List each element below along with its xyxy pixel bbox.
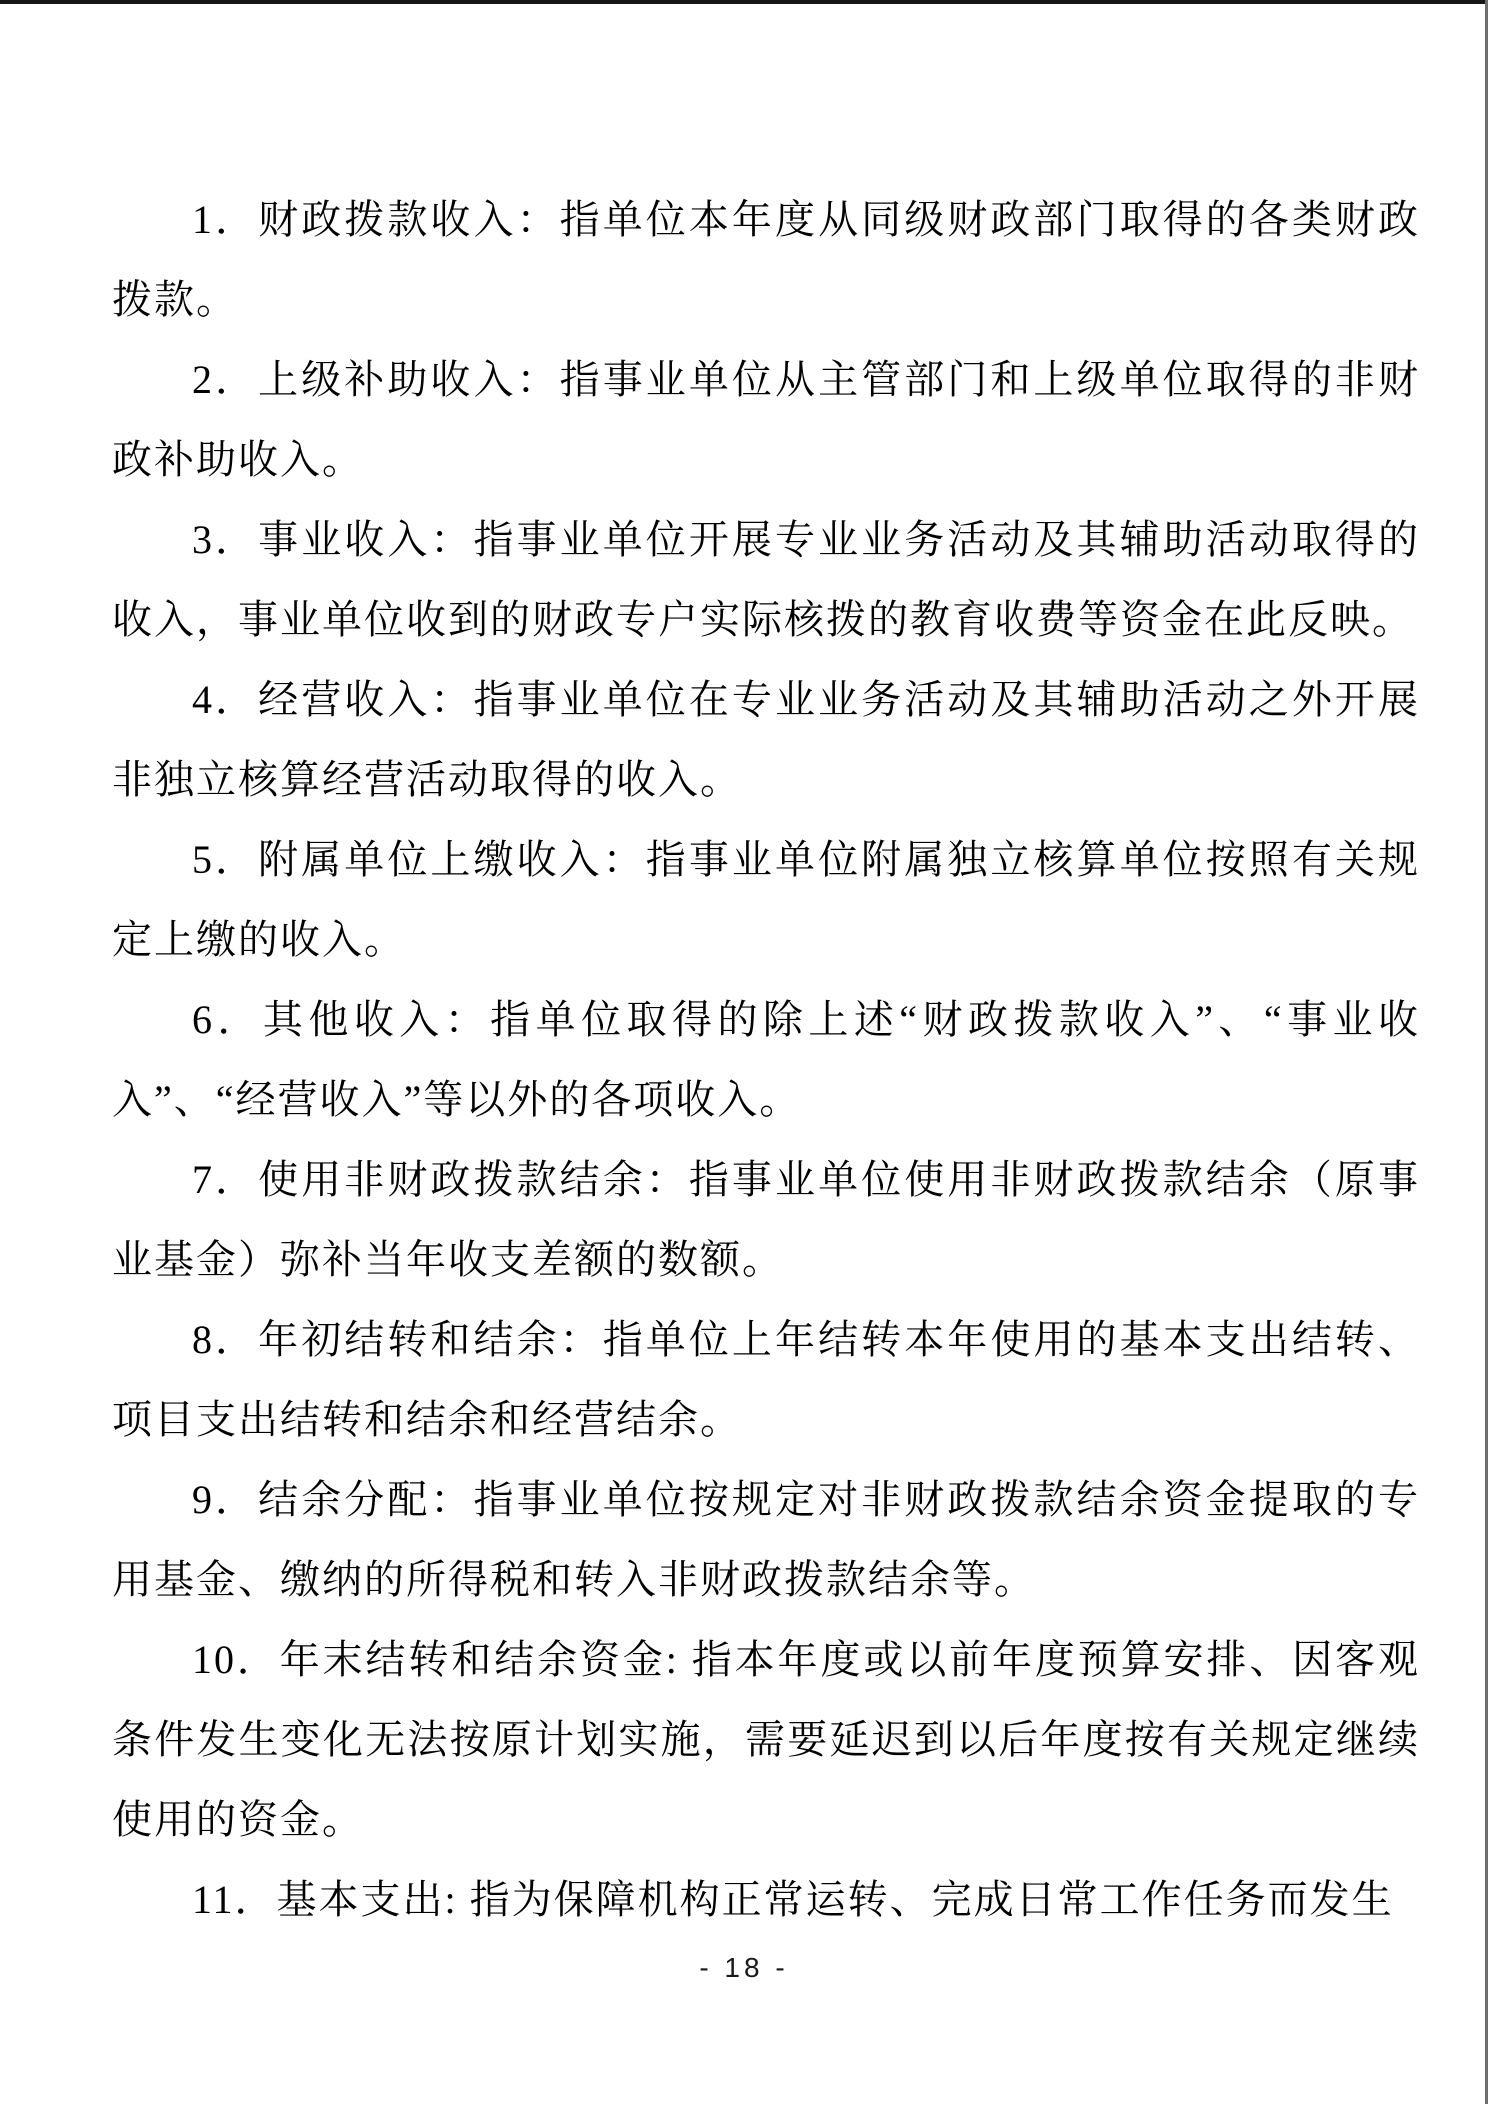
definition-paragraph-9: 9．结余分配：指事业单位按规定对非财政拨款结余资金提取的专用基金、缴纳的所得税和转入非财政拨款结余等。 bbox=[112, 1477, 1420, 1602]
page-number: - 18 - bbox=[699, 1952, 789, 1983]
scan-top-edge-line bbox=[0, 0, 1488, 4]
definition-paragraph-5: 5．附属单位上缴收入：指事业单位附属独立核算单位按照有关规定上缴的收入。 bbox=[112, 837, 1420, 962]
document-page-body bbox=[112, 180, 1420, 1940]
definition-paragraph-11: 11．基本支出: 指为保障机构正常运转、完成日常工作任务而发生 bbox=[192, 1877, 1394, 1922]
definition-paragraph-6: 6．其他收入：指单位取得的除上述“财政拨款收入”、“事业收入”、“经营收入”等以外的各项收入。 bbox=[112, 997, 1420, 1122]
definition-paragraph-4: 4．经营收入：指事业单位在专业业务活动及其辅助活动之外开展非独立核算经营活动取得的收入。 bbox=[112, 677, 1420, 802]
definition-paragraph-3: 3．事业收入：指事业单位开展专业业务活动及其辅助活动取得的收入，事业单位收到的财政专户实际核拨的教育收费等资金在此反映。 bbox=[112, 517, 1420, 642]
definition-paragraph-8: 8．年初结转和结余：指单位上年结转本年使用的基本支出结转、项目支出结转和结余和经营结余。 bbox=[112, 1317, 1420, 1442]
definition-paragraph-1: 1．财政拨款收入：指单位本年度从同级财政部门取得的各类财政拨款。 bbox=[112, 197, 1420, 322]
definition-paragraph-2: 2．上级补助收入：指事业单位从主管部门和上级单位取得的非财政补助收入。 bbox=[112, 357, 1420, 482]
definition-paragraph-7: 7．使用非财政拨款结余：指事业单位使用非财政拨款结余（原事业基金）弥补当年收支差额的数额。 bbox=[112, 1157, 1420, 1282]
definition-paragraph-10: 10．年末结转和结余资金: 指本年度或以前年度预算安排、因客观条件发生变化无法按原计划实施，需要延迟到以后年度按有关规定继续使用的资金。 bbox=[112, 1637, 1420, 1842]
